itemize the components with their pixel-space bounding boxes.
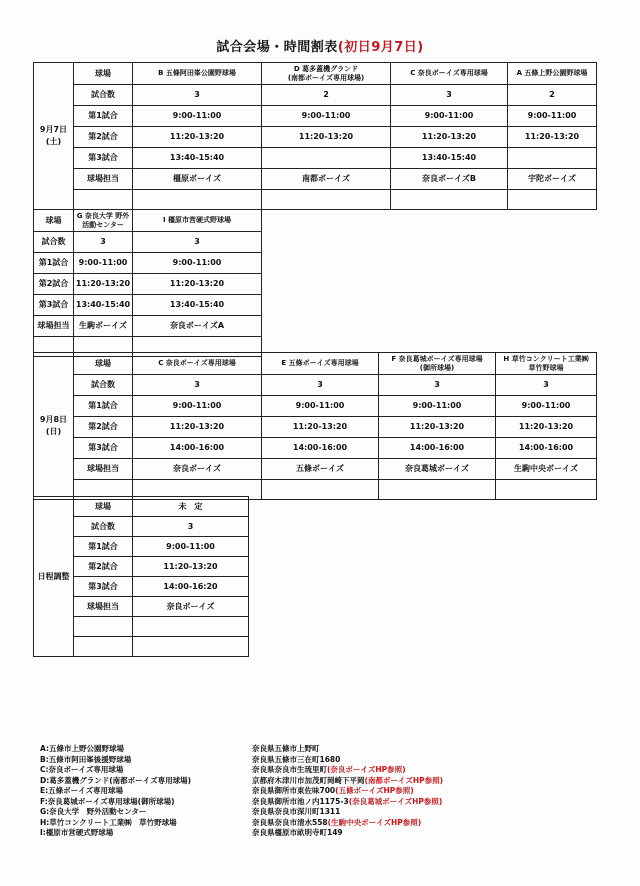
schedule-cell: 生駒ボーイズ: [74, 316, 133, 337]
row-label-staff: 球場担当: [74, 459, 133, 480]
blank-area: [262, 295, 508, 316]
day1-block1-row: [34, 148, 597, 169]
venue-name-cell: C 奈良ボーイズ専用球場: [391, 63, 508, 85]
row-label-g1: 第1試合: [74, 396, 133, 417]
row-label-games: 試合数: [74, 85, 133, 106]
schedule-cell: 11:20-13:20: [496, 417, 597, 438]
schedule-cell: 9:00-11:00: [262, 106, 391, 127]
reserve-row: [34, 497, 249, 517]
venue-name-cell: I 橿原市営硬式野球場: [133, 210, 262, 232]
schedule-cell: 13:40-15:40: [391, 148, 508, 169]
address-legend: [252, 744, 443, 839]
address-text: 奈良県御所市池ノ内1175-3: [252, 796, 349, 806]
row-label-venue: 球場: [74, 63, 133, 85]
day2-row: [34, 438, 597, 459]
address-legend-item: [252, 755, 443, 766]
schedule-cell: 南都ボーイズ: [262, 169, 391, 190]
venue-legend: [40, 744, 191, 839]
row-label-g3: 第3試合: [34, 295, 74, 316]
day1-block1-row: [34, 63, 597, 85]
address-note: (南都ボーイズHP参照): [364, 775, 444, 785]
row-label-g3: 第3試合: [74, 577, 133, 597]
schedule-cell: 3: [391, 85, 508, 106]
schedule-table-day1: [33, 62, 597, 357]
address-text: 奈良県御所市東佐味700: [252, 786, 336, 795]
schedule-cell: 橿原ボーイズ: [133, 169, 262, 190]
row-label-g1: 第1試合: [34, 253, 74, 274]
schedule-cell: 9:00-11:00: [74, 253, 133, 274]
empty-label-cell: [74, 637, 133, 657]
venue-name-cell: A 五條上野公園野球場: [508, 63, 597, 85]
venue-name-cell: G 奈良大学 野外活動センター: [74, 210, 133, 232]
venue-name-cell: B 五條阿田峯公園野球場: [133, 63, 262, 85]
day1-block2-row: [34, 232, 597, 253]
day1-block1-row: [34, 106, 597, 127]
row-label-games: 試合数: [74, 375, 133, 396]
day1-block2-row: [34, 295, 597, 316]
blank-area: [262, 232, 508, 253]
address-legend-item: [252, 786, 443, 797]
schedule-cell: 生駒中央ボーイズ: [496, 459, 597, 480]
schedule-cell: 3: [133, 85, 262, 106]
schedule-cell: 14:00-16:00: [496, 438, 597, 459]
venue-legend-item: I:橿原市営硬式野球場: [40, 828, 114, 837]
empty-cell: [262, 480, 379, 500]
address-text: 奈良県奈良市生琉里町: [252, 765, 327, 774]
venue-name-cell: H 草竹コンクリート工業㈱ 草竹野球場: [496, 353, 597, 375]
schedule-cell: 11:20-13:20: [391, 127, 508, 148]
schedule-cell: 9:00-11:00: [508, 106, 597, 127]
address-text: 京都府木津川市加茂町岡崎下平岡: [252, 775, 365, 785]
title-main: 試合会場・時間割表: [216, 40, 338, 55]
day2-row: [34, 396, 597, 417]
schedule-cell: [262, 148, 391, 169]
venue-legend-item: H:草竹コンクリート工業㈱ 草竹野球場: [40, 817, 177, 827]
schedule-cell: 9:00-11:00: [133, 253, 262, 274]
venue-legend-item: B:五條市阿田峯後援野球場: [40, 754, 132, 764]
schedule-cell: 奈良ボーイズA: [133, 316, 262, 337]
venue-legend-item: A:五條市上野公園野球場: [40, 744, 124, 753]
empty-label-cell: [74, 617, 133, 637]
address-note: (五條ボーイズHP参照): [335, 786, 414, 795]
schedule-cell: 3: [133, 375, 262, 396]
day1-block2-row: [34, 274, 597, 295]
empty-cell: [262, 190, 391, 210]
address-note: (奈良葛城ボーイズHP参照): [348, 796, 443, 806]
row-label-g2: 第2試合: [74, 417, 133, 438]
schedule-cell: 9:00-11:00: [133, 396, 262, 417]
row-label-games: 試合数: [34, 232, 74, 253]
schedule-table-reserve: [33, 496, 249, 657]
venue-legend-item: C:奈良ボーイズ専用球場: [40, 765, 124, 774]
day1-block2-row: [34, 316, 597, 337]
empty-cell: [133, 637, 249, 657]
address-legend-item: [252, 744, 443, 755]
row-label-staff: 球場担当: [74, 169, 133, 190]
row-label-g3: 第3試合: [74, 438, 133, 459]
empty-cell: [391, 190, 508, 210]
row-label-staff: 球場担当: [34, 316, 74, 337]
address-text: 奈良県五條市三在町1680: [252, 754, 341, 764]
schedule-cell: 9:00-11:00: [391, 106, 508, 127]
schedule-cell: 11:20-13:20: [133, 127, 262, 148]
row-label-games: 試合数: [74, 517, 133, 537]
schedule-cell: 9:00-11:00: [496, 396, 597, 417]
empty-label-cell: [74, 190, 133, 210]
empty-cell: [508, 190, 597, 210]
row-label-g1: 第1試合: [74, 537, 133, 557]
schedule-cell: 11:20-13:20: [262, 127, 391, 148]
blank-area: [262, 274, 508, 295]
address-legend-item: [252, 818, 443, 829]
address-legend-item: [252, 807, 443, 818]
row-label-venue: 球場: [74, 353, 133, 375]
day1-block1-row: [34, 190, 597, 210]
day1-block1-row: [34, 127, 597, 148]
schedule-cell: 11:20-13:20: [379, 417, 496, 438]
address-text: 奈良県五條市上野町: [252, 744, 320, 753]
reserve-label: 日程調整: [34, 497, 74, 657]
schedule-cell: 奈良ボーイズ: [133, 459, 262, 480]
schedule-cell: 11:20-13:20: [133, 417, 262, 438]
venue-name-cell: E 五條ボーイズ専用球場: [262, 353, 379, 375]
address-text: 奈良県奈良市清水558: [252, 817, 328, 827]
schedule-cell: 2: [508, 85, 597, 106]
schedule-cell: 2: [262, 85, 391, 106]
venue-legend-item: G:奈良大学 野外活動センター: [40, 807, 147, 816]
day-label: 9月7日 (土): [34, 63, 74, 210]
row-label-g2: 第2試合: [74, 127, 133, 148]
schedule-cell: 3: [133, 517, 249, 537]
schedule-cell: 13:40-15:40: [133, 295, 262, 316]
day1-block2-row: [34, 210, 597, 232]
schedule-cell: 3: [133, 232, 262, 253]
schedule-table-day2: [33, 352, 597, 500]
schedule-cell: 9:00-11:00: [133, 106, 262, 127]
venue-legend-item: F:奈良葛城ボーイズ専用球場(御所球場): [40, 796, 175, 806]
venue-name-cell: 未 定: [133, 497, 249, 517]
schedule-cell: 11:20-13:20: [262, 417, 379, 438]
day1-block2-row: [34, 253, 597, 274]
row-label-venue: 球場: [74, 497, 133, 517]
address-text: 奈良県奈良市深川町1311: [252, 807, 341, 816]
empty-cell: [133, 190, 262, 210]
schedule-cell: 13:40-15:40: [133, 148, 262, 169]
blank-area: [262, 210, 508, 232]
schedule-cell: 3: [379, 375, 496, 396]
address-legend-item: [252, 797, 443, 808]
day-label: 9月8日 (日): [34, 353, 74, 500]
address-legend-item: [252, 765, 443, 776]
day2-row: [34, 459, 597, 480]
schedule-cell: 3: [496, 375, 597, 396]
schedule-cell: 13:40-15:40: [74, 295, 133, 316]
row-label-g2: 第2試合: [74, 557, 133, 577]
schedule-cell: 奈良葛城ボーイズ: [379, 459, 496, 480]
schedule-cell: 9:00-11:00: [133, 537, 249, 557]
schedule-cell: 14:00-16:00: [379, 438, 496, 459]
schedule-cell: 14:00-16:00: [262, 438, 379, 459]
schedule-cell: 奈良ボーイズ: [133, 597, 249, 617]
address-text: 奈良県橿原市畝明寺町149: [252, 828, 343, 837]
schedule-cell: 宇陀ボーイズ: [508, 169, 597, 190]
row-label-venue: 球場: [34, 210, 74, 232]
address-note: (生駒中央ボーイズHP参照): [327, 817, 422, 827]
address-note: (奈良ボーイズHP参照): [327, 765, 406, 774]
row-label-g2: 第2試合: [34, 274, 74, 295]
day2-row: [34, 417, 597, 438]
schedule-cell: 11:20-13:20: [133, 557, 249, 577]
empty-cell: [496, 480, 597, 500]
schedule-cell: 11:20-13:20: [508, 127, 597, 148]
blank-area: [262, 316, 508, 337]
blank-area: [262, 253, 508, 274]
empty-cell: [379, 480, 496, 500]
schedule-cell: 3: [262, 375, 379, 396]
address-legend-item: [252, 828, 443, 839]
schedule-cell: 五條ボーイズ: [262, 459, 379, 480]
page-title: [0, 36, 640, 55]
day1-block1-row: [34, 85, 597, 106]
venue-legend-item: E:五條ボーイズ専用球場: [40, 786, 124, 795]
schedule-cell: 14:00-16:20: [133, 577, 249, 597]
row-label-g3: 第3試合: [74, 148, 133, 169]
schedule-cell: 11:20-13:20: [74, 274, 133, 295]
schedule-cell: 3: [74, 232, 133, 253]
schedule-cell: [508, 148, 597, 169]
row-label-g1: 第1試合: [74, 106, 133, 127]
venue-legend-item: D:葛多蓋機グランド(南都ボーイズ専用球場): [40, 775, 192, 785]
venue-name-cell: C 奈良ボーイズ専用球場: [133, 353, 262, 375]
day1-block1-row: [34, 169, 597, 190]
venue-name-cell: D 葛多蓋機グランド (南都ボーイズ専用球場): [262, 63, 391, 85]
address-legend-item: [252, 776, 443, 787]
day2-row: [34, 375, 597, 396]
schedule-cell: 9:00-11:00: [379, 396, 496, 417]
schedule-cell: 14:00-16:00: [133, 438, 262, 459]
schedule-cell: 奈良ボーイズB: [391, 169, 508, 190]
title-sub: (初日9月7日): [337, 40, 424, 55]
schedule-cell: 11:20-13:20: [133, 274, 262, 295]
schedule-cell: 9:00-11:00: [262, 396, 379, 417]
row-label-staff: 球場担当: [74, 597, 133, 617]
day2-row: [34, 353, 597, 375]
venue-name-cell: F 奈良葛城ボーイズ専用球場 (御所球場): [379, 353, 496, 375]
empty-cell: [133, 617, 249, 637]
